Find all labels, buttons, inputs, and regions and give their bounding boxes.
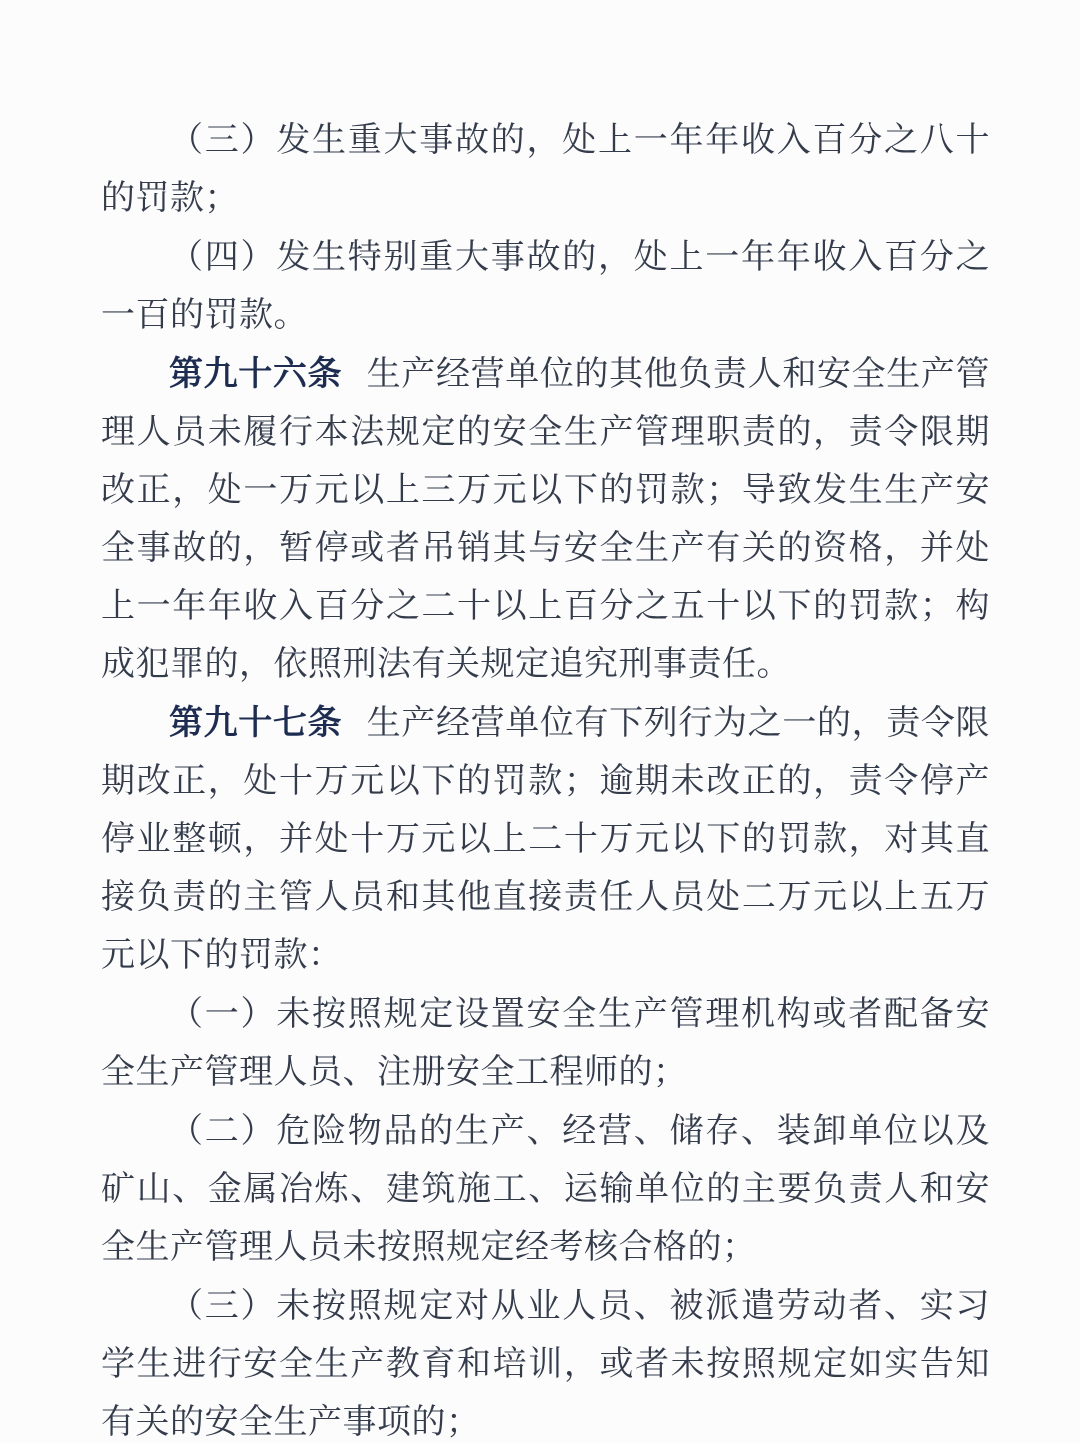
clause-text: （三）发生重大事故的，处上一年年收入百分之八十的罚款； [101, 122, 990, 217]
clause-item-4 [101, 228, 990, 345]
clause-text: （二）危险物品的生产、经营、储存、装卸单位以及矿山、金属冶炼、建筑施工、运输单位的主要负责人和安全生产管理人员未按照规定经考核合格的； [101, 1113, 990, 1266]
clause-item-3 [101, 111, 990, 228]
clause-text: （一）未按照规定设置安全生产管理机构或者配备安全生产管理人员、注册安全工程师的； [101, 996, 990, 1091]
legal-text-body [101, 111, 990, 1443]
clause-text: （四）发生特别重大事故的，处上一年年收入百分之一百的罚款。 [101, 239, 990, 334]
article-number: 第九十六条 [169, 355, 343, 393]
subclause-item-3 [101, 1277, 990, 1443]
article-text: 生产经营单位的其他负责人和安全生产管理人员未履行本法规定的安全生产管理职责的，责令限期改正，处一万元以上三万元以下的罚款；导致发生生产安全事故的，暂停或者吊销其与安全生产有关的资格，并处上一年年收入百分之二十以上百分之五十以下的罚款；构成犯罪的，依照刑法有关规定追究刑事责任。 [101, 356, 991, 683]
subclause-item-2 [101, 1102, 990, 1277]
article-96 [101, 345, 990, 694]
article-number: 第九十七条 [169, 704, 343, 742]
subclause-item-1 [101, 985, 990, 1102]
article-97 [101, 694, 990, 985]
clause-text: （三）未按照规定对从业人员、被派遣劳动者、实习学生进行安全生产教育和培训，或者未按照规定如实告知有关的安全生产事项的； [101, 1288, 990, 1441]
article-text: 生产经营单位有下列行为之一的，责令限期改正，处十万元以下的罚款；逾期未改正的，责令停产停业整顿，并处十万元以上二十万元以下的罚款，对其直接负责的主管人员和其他直接责任人员处二万元以上五万元以下的罚款： [101, 705, 991, 974]
